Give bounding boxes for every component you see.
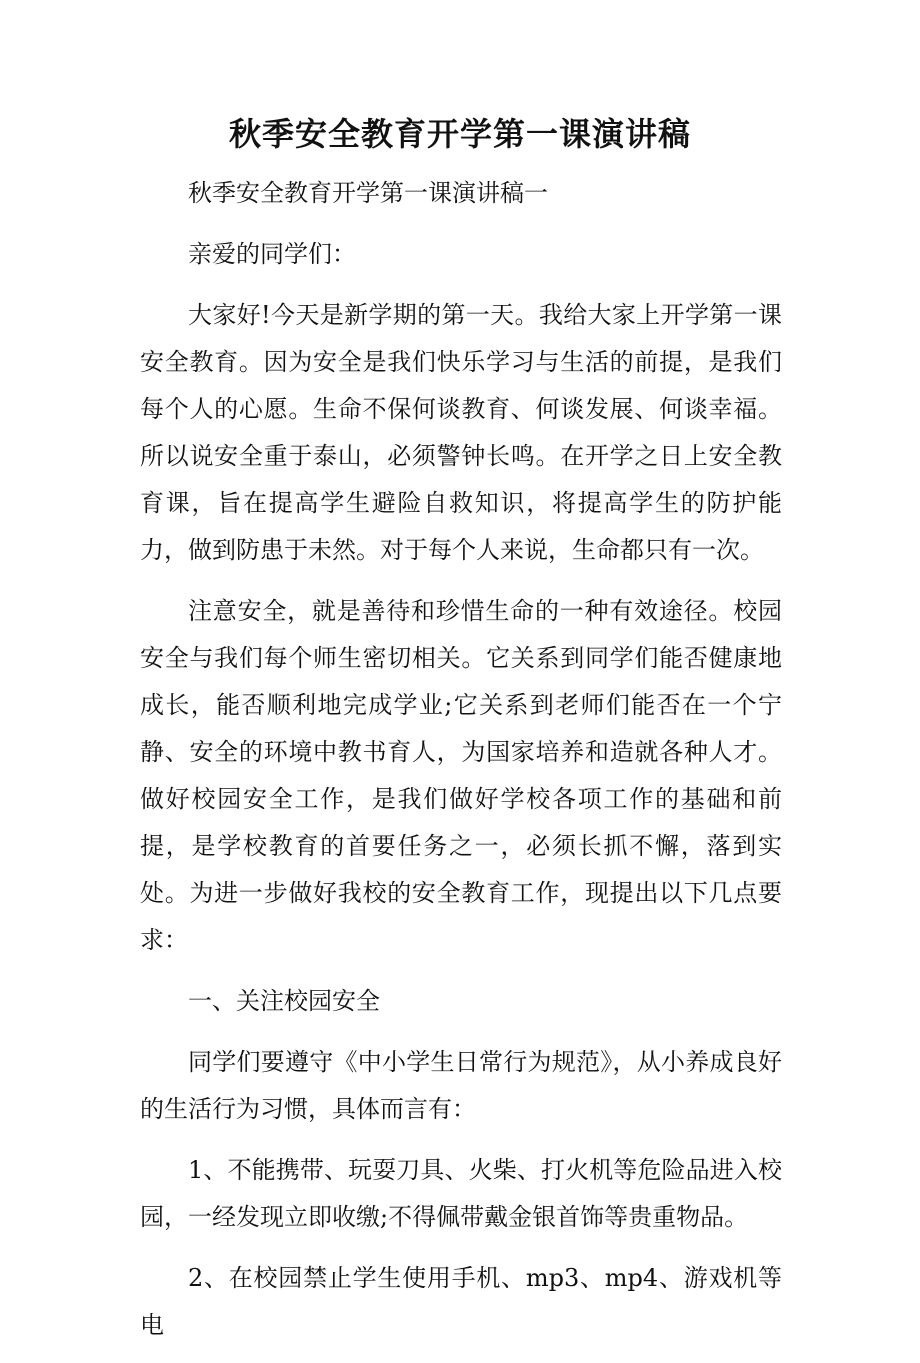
- paragraph-intro: 大家好!今天是新学期的第一天。我给大家上开学第一课安全教育。因为安全是我们快乐学习与生活的前提，是我们每个人的心愿。生命不保何谈教育、何谈发展、何谈幸福。所以说安全重于泰山，必须警钟长鸣。在开学之日上安全教育课，旨在提高学生避险自救知识，将提高学生的防护能力，做到防患于未然。对于每个人来说，生命都只有一次。: [140, 301, 782, 564]
- document-title: 秋季安全教育开学第一课演讲稿: [228, 115, 691, 153]
- paragraph-section-heading: 一、关注校园安全: [188, 987, 380, 1015]
- paragraph-rule-2: 2、在校园禁止学生使用手机、mp3、mp4、游戏机等电: [140, 1264, 782, 1339]
- paragraph-subtitle: 秋季安全教育开学第一课演讲稿一: [188, 179, 548, 207]
- paragraph-safety-importance: 注意安全，就是善待和珍惜生命的一种有效途径。校园安全与我们每个师生密切相关。它关系到同学们能否健康地成长，能否顺利地完成学业;它关系到老师们能否在一个宁静、安全的环境中教书育人，为国家培养和造就各种人才。做好校园安全工作，是我们做好学校各项工作的基础和前提，是学校教育的首要任务之一，必须长抓不懈，落到实处。为进一步做好我校的安全教育工作，现提出以下几点要求：: [140, 597, 782, 954]
- paragraph-rule-1: 1、不能携带、玩耍刀具、火柴、打火机等危险品进入校园，一经发现立即收缴;不得佩带戴金银首饰等贵重物品。: [140, 1156, 782, 1231]
- document-body: [140, 170, 782, 1363]
- paragraph-greeting: 亲爱的同学们：: [188, 240, 356, 268]
- paragraph-rules-intro: 同学们要遵守《中小学生日常行为规范》，从小养成良好的生活行为习惯，具体而言有：: [140, 1048, 782, 1123]
